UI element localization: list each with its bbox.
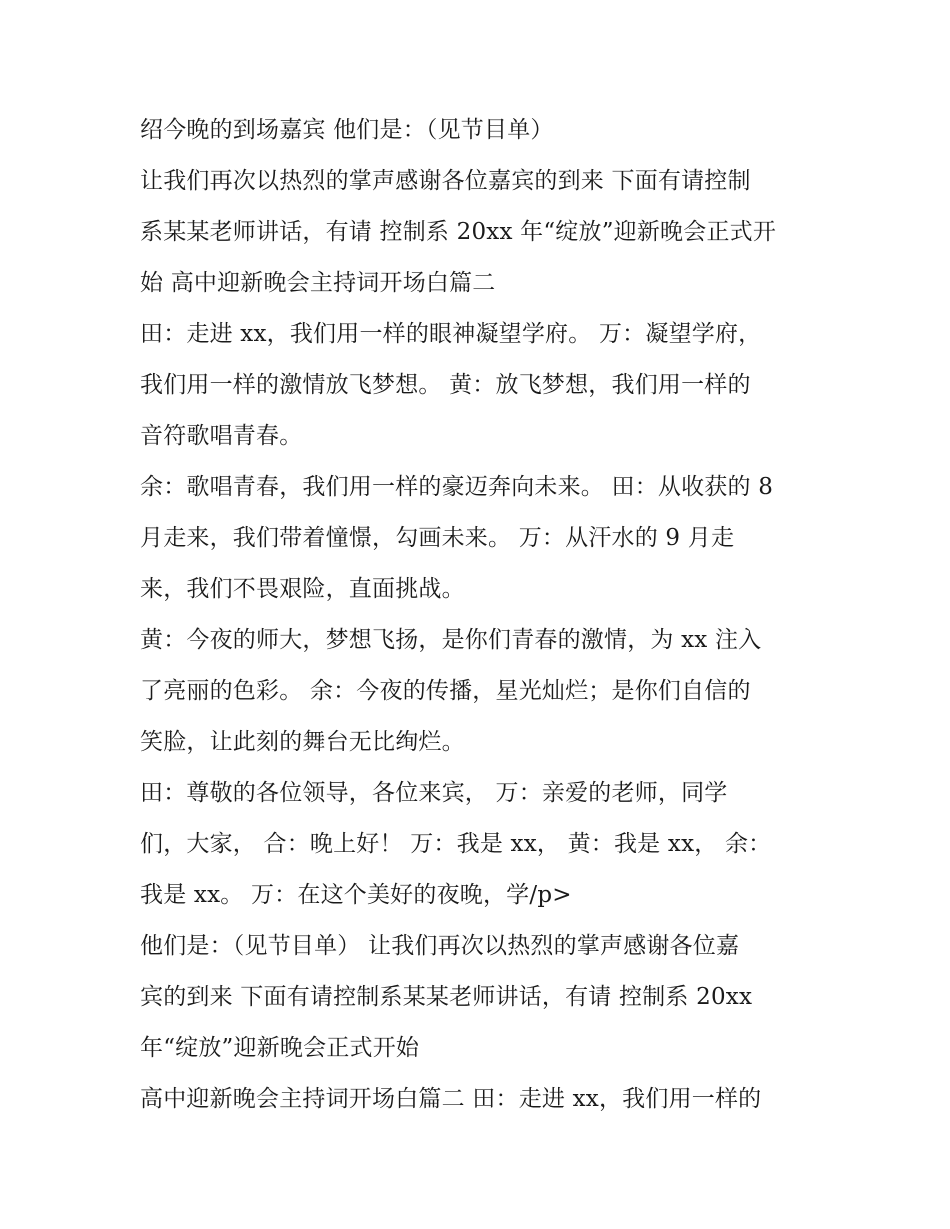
text-line: 绍今晚的到场嘉宾 他们是：（见节目单） (140, 117, 554, 143)
body-text (140, 108, 830, 1128)
text-line: 来，我们不畏艰险，直面挑战。 (140, 576, 465, 602)
text-line: 了亮丽的色彩。 余：今夜的传播，星光灿烂；是你们自信的 (140, 678, 751, 704)
text-line: 始 高中迎新晚会主持词开场白篇二 (140, 270, 496, 296)
text-line: 宾的到来 下面有请控制系某某老师讲话，有请 控制系 20xx (140, 984, 753, 1010)
text-line: 我们用一样的激情放飞梦想。 黄：放飞梦想，我们用一样的 (140, 372, 751, 398)
text-line: 高中迎新晚会主持词开场白篇二 田：走进 xx，我们用一样的 (140, 1086, 762, 1112)
text-line: 田：走进 xx，我们用一样的眼神凝望学府。 万：凝望学府， (140, 321, 762, 347)
text-line: 让我们再次以热烈的掌声感谢各位嘉宾的到来 下面有请控制 (140, 168, 751, 194)
text-line: 音符歌唱青春。 (140, 423, 303, 449)
text-line: 黄：今夜的师大，梦想飞扬，是你们青春的激情，为 xx 注入 (140, 627, 762, 653)
text-line: 们，大家， 合：晚上好！ 万：我是 xx， 黄：我是 xx， 余： (140, 831, 772, 857)
text-line: 我是 xx。 万：在这个美好的夜晚，学/p> (140, 882, 572, 908)
text-line: 笑脸，让此刻的舞台无比绚烂。 (140, 729, 465, 755)
text-line: 月走来，我们带着憧憬，勾画未来。 万：从汗水的 9 月走 (140, 525, 735, 551)
text-line: 他们是：（见节目单） 让我们再次以热烈的掌声感谢各位嘉 (140, 933, 740, 959)
text-line: 年“绽放”迎新晚会正式开始 (140, 1035, 420, 1061)
text-line: 余：歌唱青春，我们用一样的豪迈奔向未来。 田：从收获的 8 (140, 474, 774, 500)
text-line: 系某某老师讲话，有请 控制系 20xx 年“绽放”迎新晚会正式开 (140, 219, 777, 245)
text-line: 田：尊敬的各位领导，各位来宾， 万：亲爱的老师，同学 (140, 780, 728, 806)
